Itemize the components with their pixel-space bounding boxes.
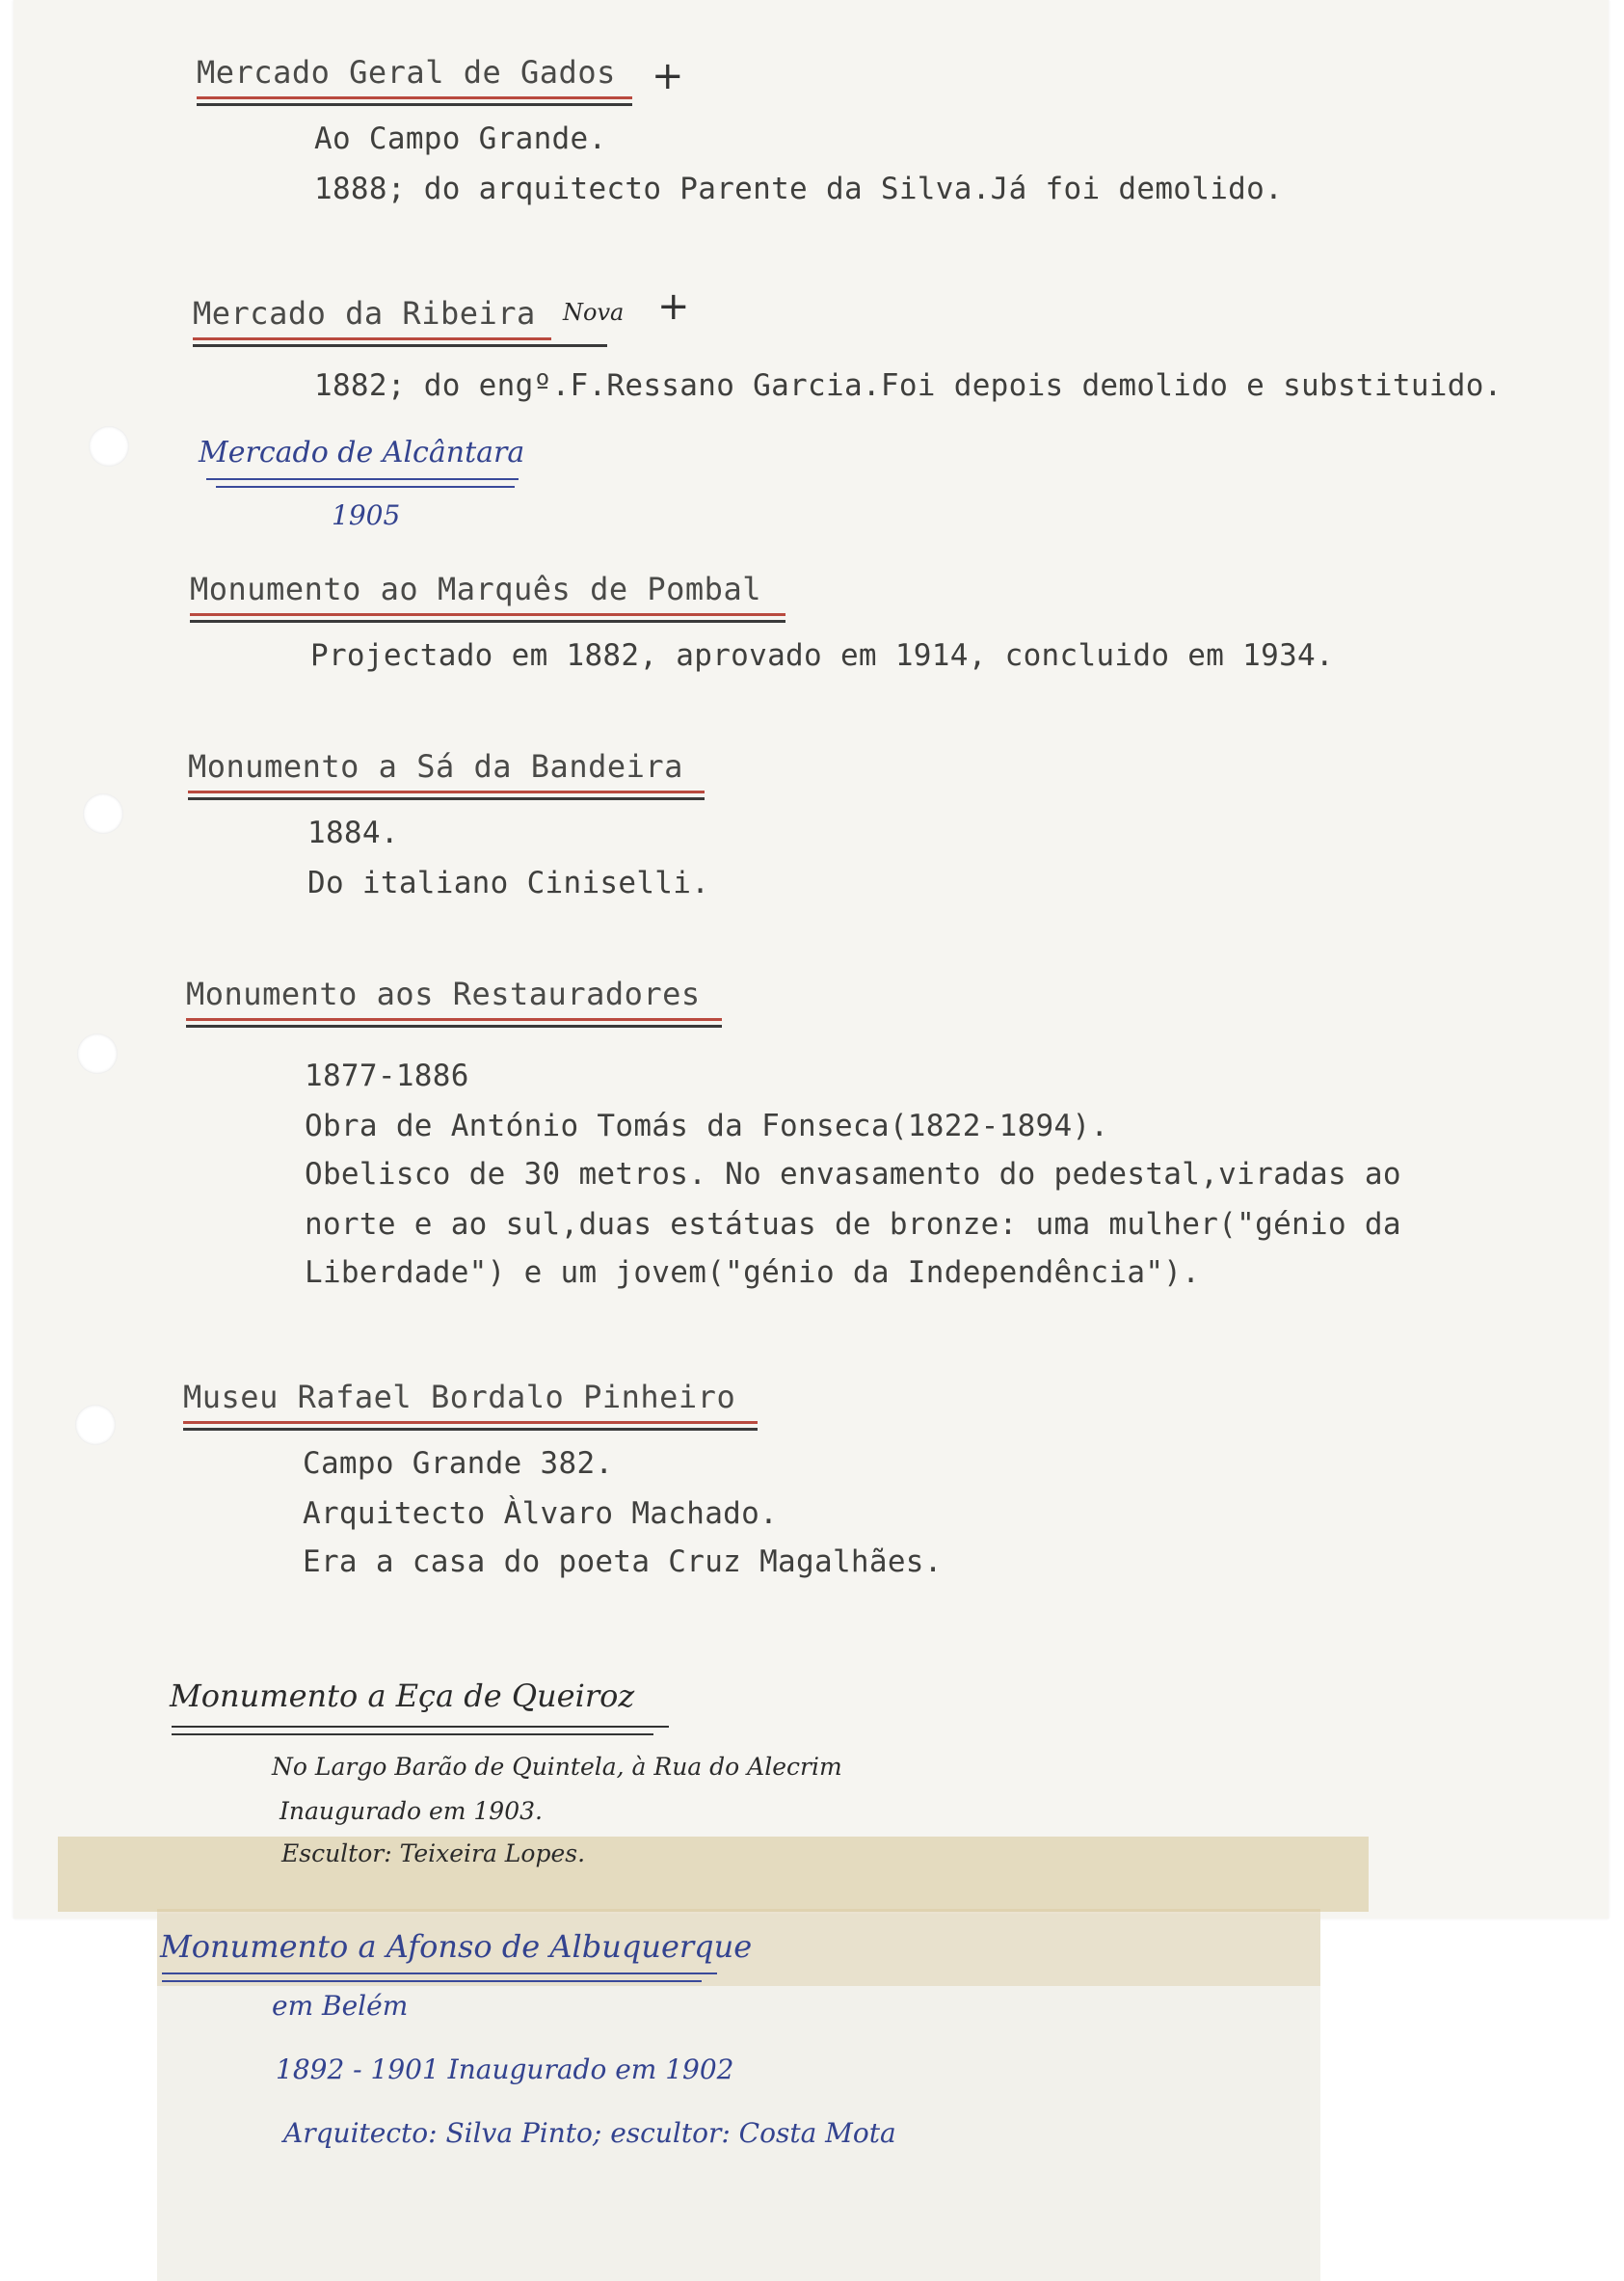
punch-hole xyxy=(75,1405,116,1445)
entry-mercado-gados xyxy=(197,54,616,91)
entry-marques-pombal xyxy=(190,571,761,607)
handwritten-year: 1905 xyxy=(332,499,401,531)
adhesive-tape xyxy=(58,1837,1369,1912)
entry-line: norte e ao sul,duas estátuas de bronze: uma mulher("génio da xyxy=(305,1207,1401,1242)
handwritten-title: Mercado de Alcântara xyxy=(199,436,525,470)
entry-sa-bandeira xyxy=(188,748,683,785)
handwritten-title: Monumento a Afonso de Albuquerque xyxy=(160,1928,753,1965)
entry-line: Obelisco de 30 metros. No envasamento do pedestal,viradas ao xyxy=(305,1157,1401,1192)
entry-line: Campo Grande 382. xyxy=(303,1446,614,1481)
entry-title: Museu Rafael Bordalo Pinheiro xyxy=(183,1379,736,1415)
handwritten-line: No Largo Barão de Quintela, à Rua do Alecrim xyxy=(272,1753,842,1781)
entry-line: 1884. xyxy=(307,816,399,850)
entry-line: Ao Campo Grande. xyxy=(314,121,607,156)
handwritten-title: Monumento a Eça de Queiroz xyxy=(170,1677,635,1714)
underline xyxy=(190,613,785,616)
underline xyxy=(186,1018,722,1021)
underline xyxy=(186,1025,722,1028)
underline xyxy=(188,791,705,793)
plus-mark: + xyxy=(652,54,684,98)
handwritten-line: Escultor: Teixeira Lopes. xyxy=(281,1839,586,1867)
entry-line: Do italiano Ciniselli. xyxy=(307,866,710,900)
underline xyxy=(197,96,632,99)
entry-line: Projectado em 1882, aprovado em 1914, concluido em 1934. xyxy=(310,638,1334,673)
underline xyxy=(183,1421,758,1424)
entry-title: Monumento ao Marquês de Pombal xyxy=(190,571,761,607)
handwritten-underline xyxy=(172,1733,653,1735)
underline xyxy=(190,620,785,623)
typed-page xyxy=(13,0,1609,1919)
handwritten-note: Nova xyxy=(563,299,625,326)
entry-title: Monumento aos Restauradores xyxy=(186,976,701,1012)
entry-line: 1882; do engº.F.Ressano Garcia.Foi depois demolido e substituido. xyxy=(314,368,1503,403)
handwritten-underline xyxy=(162,1980,702,1982)
punch-hole xyxy=(89,426,129,467)
entry-line: Arquitecto Àlvaro Machado. xyxy=(303,1496,779,1531)
underline xyxy=(188,797,705,800)
handwritten-line: em Belém xyxy=(272,1990,409,2022)
handwritten-line: Arquitecto: Silva Pinto; escultor: Costa Mota xyxy=(283,2117,896,2149)
handwritten-underline xyxy=(172,1726,669,1728)
entry-line: Era a casa do poeta Cruz Magalhães. xyxy=(303,1544,943,1579)
underline xyxy=(183,1428,758,1431)
underline xyxy=(197,103,632,106)
handwritten-line: 1892 - 1901 Inaugurado em 1902 xyxy=(276,2053,734,2085)
underline xyxy=(193,337,551,340)
punch-hole xyxy=(83,793,123,834)
plus-mark: + xyxy=(657,284,690,329)
entry-bordalo-pinheiro xyxy=(183,1379,735,1415)
handwritten-underline xyxy=(162,1972,717,1974)
entry-title: Mercado da Ribeira xyxy=(193,295,536,332)
entry-line: Liberdade") e um jovem("génio da Independência"). xyxy=(305,1255,1201,1290)
entry-restauradores xyxy=(186,976,701,1012)
punch-hole xyxy=(77,1033,118,1074)
handwritten-underline xyxy=(206,478,519,480)
entry-line: 1877-1886 xyxy=(305,1059,469,1093)
entry-line: Obra de António Tomás da Fonseca(1822-1894). xyxy=(305,1109,1109,1143)
entry-title: Monumento a Sá da Bandeira xyxy=(188,748,683,785)
handwritten-underline xyxy=(216,486,515,488)
entry-line: 1888; do arquitecto Parente da Silva.Já foi demolido. xyxy=(314,172,1284,206)
entry-title: Mercado Geral de Gados xyxy=(197,54,616,91)
underline xyxy=(193,344,607,347)
handwritten-line: Inaugurado em 1903. xyxy=(280,1797,543,1825)
entry-mercado-ribeira xyxy=(193,295,536,332)
